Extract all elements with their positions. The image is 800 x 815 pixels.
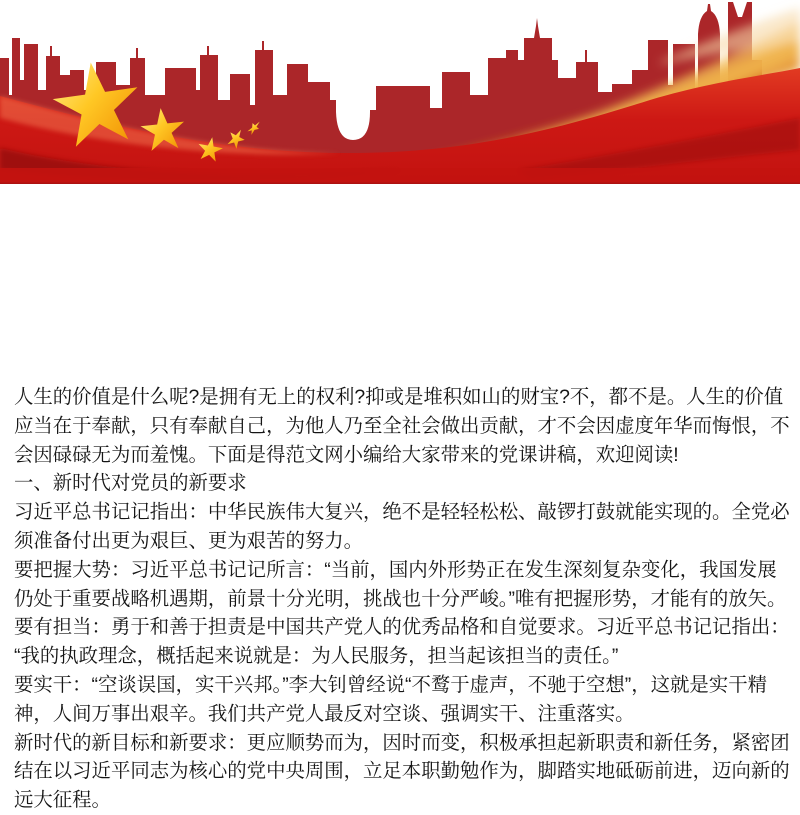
text-line: 会因碌碌无为而羞愧。下面是得范文网小编给大家带来的党课讲稿，欢迎阅读! [14, 443, 679, 466]
text-line: “我的执政理念，概括起来说就是：为人民服务，担当起该担当的责任。” [14, 645, 619, 668]
article-text [14, 383, 800, 815]
text-line: 要实干：“空谈误国，实干兴邦。”李大钊曾经说“不鹜于虚声，不驰于空想”，这就是实干精 [14, 673, 767, 696]
text-line: 习近平总书记记指出：中华民族伟大复兴，绝不是轻轻松松、敲锣打鼓就能实现的。全党必 [14, 501, 790, 524]
text-line: 神，人间万事出艰辛。我们共产党人最反对空谈、强调实干、注重落实。 [14, 702, 635, 725]
text-line: 一、新时代对党员的新要求 [14, 472, 247, 495]
text-line: 要把握大势：习近平总书记记所言：“当前，国内外形势正在发生深刻复杂变化，我国发展 [14, 558, 777, 581]
banner [0, 0, 800, 184]
text-line: 人生的价值是什么呢?是拥有无上的权利?抑或是堆积如山的财宝?不，都不是。人生的价值 [14, 386, 784, 408]
banner-graphic [0, 0, 800, 184]
text-line: 仍处于重要战略机遇期，前景十分光明，挑战也十分严峻。”唯有把握形势，才能有的放矢。 [14, 587, 787, 610]
text-line: 应当在于奉献，只有奉献自己，为他人乃至全社会做出贡献，才不会因虚度年华而悔恨，不 [14, 414, 790, 437]
text-line: 远大征程。 [14, 789, 111, 812]
text-line: 要有担当：勇于和善于担责是中国共产党人的优秀品格和自觉要求。习近平总书记记指出： [14, 616, 790, 639]
text-line: 结在以习近平同志为核心的党中央周围，立足本职勤勉作为，脚踏实地砥砺前进，迈向新的 [14, 760, 790, 783]
text-line: 新时代的新目标和新要求：更应顺势而为，因时而变，积极承担起新职责和新任务，紧密团 [14, 731, 790, 754]
text-line: 须准备付出更为艰巨、更为艰苦的努力。 [14, 529, 364, 552]
